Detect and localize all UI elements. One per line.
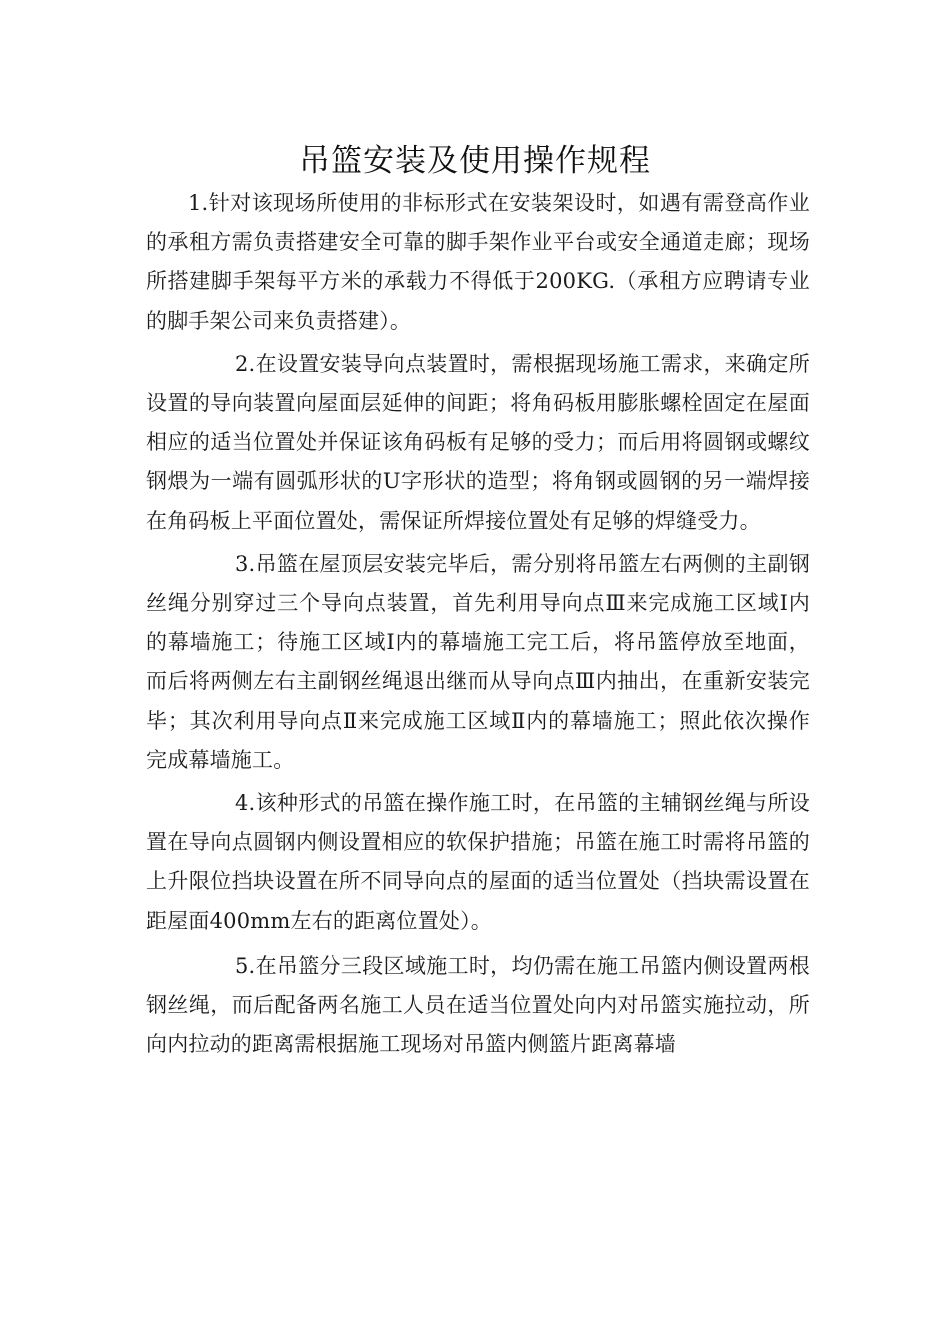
paragraph-4: 4.该种形式的吊篮在操作施工时，在吊篮的主辅钢丝绳与所设置在导向点圆钢内侧设置相应的软保护措施；吊篮在施工时需将吊篮的上升限位挡块设置在所不同导向点的屋面的适当位置处（挡块需设置在距屋面400mm左右的距离位置处）。 <box>146 791 810 933</box>
document-title: 吊篮安装及使用操作规程 <box>299 142 651 179</box>
paragraph-5: 5.在吊篮分三段区域施工时，均仍需在施工吊篮内侧设置两根钢丝绳，而后配备两名施工人员在适当位置处向内对吊篮实施拉动，所向内拉动的距离需根据施工现场对吊篮内侧篮片距离幕墙 <box>146 953 810 1057</box>
paragraph-3: 3.吊篮在屋顶层安装完毕后，需分别将吊篮左右两侧的主副钢丝绳分别穿过三个导向点装置，首先利用导向点Ⅲ来完成施工区域Ⅰ内的幕墙施工；待施工区域Ⅰ内的幕墙施工完工后，将吊篮停放至地面，而后将两侧左右主副钢丝绳退出继而从导向点Ⅲ内抽出，在重新安装完毕；其次利用导向点Ⅱ来完成施工区域Ⅱ内的幕墙施工；照此依次操作完成幕墙施工。 <box>146 551 810 772</box>
paragraph-2: 2.在设置安装导向点装置时，需根据现场施工需求，来确定所设置的导向装置向屋面层延伸的间距；将角码板用膨胀螺栓固定在屋面相应的适当位置处并保证该角码板有足够的受力；而后用将圆钢或螺纹钢煨为一端有圆弧形状的U字形状的造型；将角钢或圆钢的另一端焊接在角码板上平面位置处，需保证所焊接位置处有足够的焊缝受力。 <box>146 351 810 533</box>
paragraph-1: 1.针对该现场所使用的非标形式在安装架设时，如遇有需登高作业的承租方需负责搭建安全可靠的脚手架作业平台或安全通道走廊；现场所搭建脚手架每平方米的承载力不得低于200KG.（承租方应聘请专业的脚手架公司来负责搭建）。 <box>146 191 810 333</box>
document-body <box>146 184 810 1064</box>
